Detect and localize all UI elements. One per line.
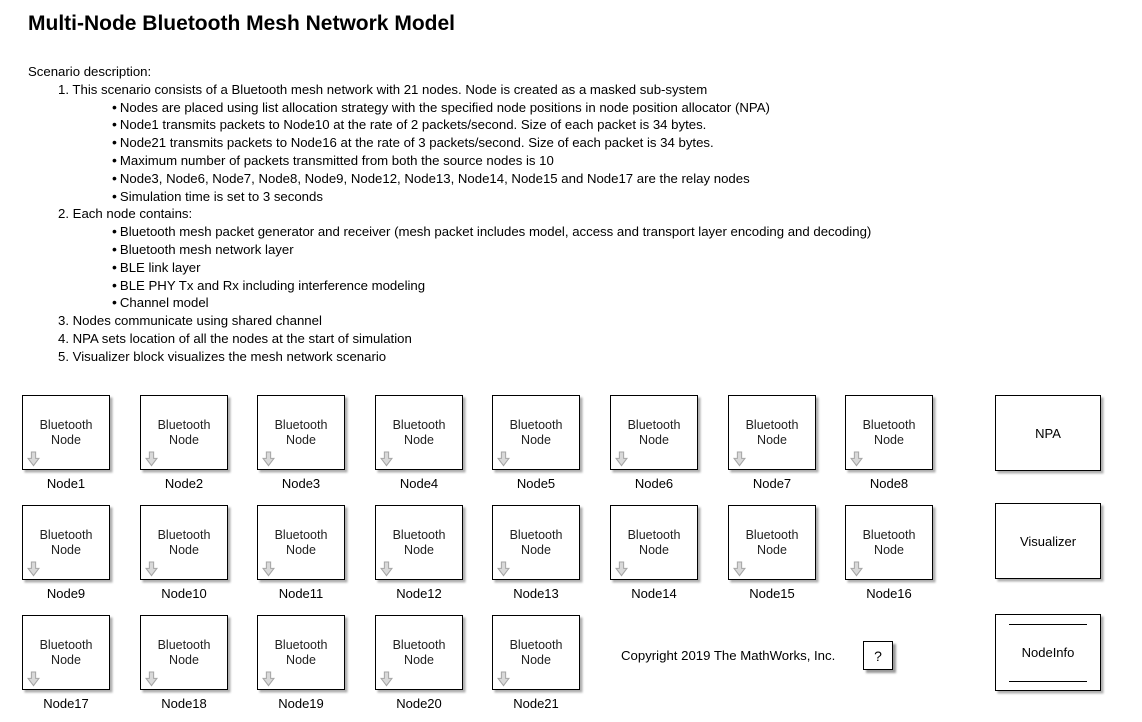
bluetooth-node-block-text: Bluetooth Node [392,638,446,667]
node-name-label: Node7 [752,476,792,491]
bullet-marker: • [112,169,117,186]
down-arrow-icon[interactable] [615,561,628,577]
copyright-annotation: Copyright 2019 The MathWorks, Inc. [621,648,836,663]
bluetooth-node-block-text: Bluetooth Node [509,528,563,557]
bullet-marker: • [112,240,117,257]
scenario-description-text: Node1 transmits packets to Node10 at the rate of 2 packets/second. Size of each packet is 34 bytes. [119,117,707,133]
down-arrow-icon[interactable] [733,451,746,467]
node-block-group [22,505,110,601]
bluetooth-node-block-text: Bluetooth Node [392,418,446,447]
down-arrow-icon[interactable] [850,451,863,467]
npa-block[interactable] [995,395,1101,471]
node-name-label: Node9 [46,586,86,601]
scenario-description [28,63,871,366]
node-block-group [257,615,345,711]
node-name-label: Node3 [281,476,321,491]
down-arrow-icon[interactable] [497,451,510,467]
bluetooth-node-block-text: Bluetooth Node [862,418,916,447]
node-block-group [845,395,933,491]
bluetooth-node-block-text: Bluetooth Node [274,418,328,447]
nodeinfo-bottom-rule [1009,681,1087,682]
bluetooth-node-block[interactable] [257,505,345,580]
scenario-description-text: Maximum number of packets transmitted from both the source nodes is 10 [119,152,554,168]
scenario-description-line [28,223,871,241]
bullet-marker: • [112,98,117,115]
scenario-description-text: 2. Each node contains: [58,206,193,222]
down-arrow-icon[interactable] [380,671,393,687]
visualizer-block[interactable] [995,503,1101,579]
bluetooth-node-block-text: Bluetooth Node [509,638,563,667]
down-arrow-icon[interactable] [615,451,628,467]
bullet-marker: • [112,276,117,293]
node-name-label: Node5 [516,476,556,491]
scenario-description-line [28,188,871,206]
down-arrow-icon[interactable] [27,671,40,687]
node-name-label: Node20 [396,696,442,711]
down-arrow-icon[interactable] [497,561,510,577]
down-arrow-icon[interactable] [145,671,158,687]
node-name-label: Node8 [869,476,909,491]
node-block-group [375,615,463,711]
scenario-description-text: Node3, Node6, Node7, Node8, Node9, Node12, Node13, Node14, Node15 and Node17 are the relay nodes [119,170,750,186]
bluetooth-node-block[interactable] [22,505,110,580]
scenario-description-text: 1. This scenario consists of a Bluetooth mesh network with 21 nodes. Node is created as a masked sub-system [58,81,708,97]
bullet-marker: • [112,134,117,151]
scenario-description-label: Scenario description: [28,64,152,79]
scenario-description-line [28,348,871,366]
node-block-group [492,615,580,711]
scenario-description-line [28,134,871,152]
node-name-label: Node19 [278,696,324,711]
node-block-group [492,505,580,601]
help-block[interactable] [863,641,893,670]
down-arrow-icon[interactable] [733,561,746,577]
nodeinfo-block[interactable] [995,614,1101,691]
bullet-marker: • [112,116,117,133]
bluetooth-node-block-text: Bluetooth Node [862,528,916,557]
bluetooth-node-block-text: Bluetooth Node [157,528,211,557]
bluetooth-node-block-text: Bluetooth Node [39,418,93,447]
scenario-description-text: 4. NPA sets location of all the nodes at the start of simulation [58,330,412,346]
model-title: Multi-Node Bluetooth Mesh Network Model [28,12,455,35]
bluetooth-node-block-text: Bluetooth Node [627,528,681,557]
scenario-description-text: Channel model [119,295,209,311]
bluetooth-node-block[interactable] [845,395,933,470]
bluetooth-node-block-text: Bluetooth Node [509,418,563,447]
node-block-group [140,615,228,711]
bluetooth-node-block-text: Bluetooth Node [39,528,93,557]
down-arrow-icon[interactable] [262,671,275,687]
node-block-group [257,395,345,491]
node-name-label: Node15 [749,586,795,601]
bullet-marker: • [112,258,117,275]
bluetooth-node-block[interactable] [375,395,463,470]
node-name-label: Node4 [399,476,439,491]
bluetooth-node-block-text: Bluetooth Node [392,528,446,557]
bluetooth-node-block[interactable] [492,505,580,580]
nodeinfo-top-rule [1009,624,1087,625]
bluetooth-node-block-text: Bluetooth Node [274,638,328,667]
bluetooth-node-block[interactable] [845,505,933,580]
node-block-group [22,615,110,711]
scenario-description-text: Bluetooth mesh network layer [119,241,294,257]
bluetooth-node-block[interactable] [728,505,816,580]
down-arrow-icon[interactable] [27,451,40,467]
node-name-label: Node21 [513,696,559,711]
scenario-description-text: Node21 transmits packets to Node16 at the rate of 3 packets/second. Size of each packet is 34 bytes. [119,135,714,151]
node-block-group [22,395,110,491]
node-block-group [610,505,698,601]
scenario-description-list [28,81,871,366]
bluetooth-node-block[interactable] [140,395,228,470]
scenario-description-line [28,116,871,134]
scenario-description-text: 3. Nodes communicate using shared channel [58,313,322,329]
bluetooth-node-block[interactable] [728,395,816,470]
node-name-label: Node18 [161,696,207,711]
bluetooth-node-block-text: Bluetooth Node [157,638,211,667]
nodeinfo-block-label: NodeInfo [1021,645,1075,660]
node-name-label: Node12 [396,586,442,601]
down-arrow-icon[interactable] [145,561,158,577]
bluetooth-node-block[interactable] [140,615,228,690]
visualizer-block-label: Visualizer [1019,533,1077,549]
bluetooth-node-block[interactable] [610,505,698,580]
scenario-description-line [28,277,871,295]
bullet-marker: • [112,151,117,168]
bullet-marker: • [112,294,117,311]
node-block-group [375,395,463,491]
bluetooth-node-block-text: Bluetooth Node [274,528,328,557]
node-block-group [610,395,698,491]
scenario-description-line [28,99,871,117]
bluetooth-node-block[interactable] [375,505,463,580]
node-block-group [140,395,228,491]
bluetooth-node-block[interactable] [610,395,698,470]
scenario-description-text: BLE link layer [119,259,201,275]
scenario-description-text: Bluetooth mesh packet generator and receiver (mesh packet includes model, access and transport layer encoding and decoding) [119,224,872,240]
scenario-description-line [28,205,871,223]
bullet-marker: • [112,223,117,240]
bluetooth-node-block[interactable] [257,615,345,690]
bluetooth-node-block[interactable] [492,615,580,690]
down-arrow-icon[interactable] [497,671,510,687]
down-arrow-icon[interactable] [145,451,158,467]
node-block-group [257,505,345,601]
node-block-group [728,395,816,491]
bluetooth-node-block[interactable] [22,615,110,690]
scenario-description-text: BLE PHY Tx and Rx including interference modeling [119,277,426,293]
node-name-label: Node10 [161,586,207,601]
down-arrow-icon[interactable] [850,561,863,577]
node-block-group [140,505,228,601]
down-arrow-icon[interactable] [380,451,393,467]
node-block-group [375,505,463,601]
node-name-label: Node6 [634,476,674,491]
bluetooth-node-block[interactable] [492,395,580,470]
node-block-group [492,395,580,491]
node-name-label: Node1 [46,476,86,491]
scenario-description-text: Nodes are placed using list allocation strategy with the specified node positions in node position allocator (NPA) [119,99,770,115]
npa-block-label: NPA [1035,425,1061,441]
scenario-description-line [28,259,871,277]
down-arrow-icon[interactable] [27,561,40,577]
node-block-group [728,505,816,601]
bluetooth-node-block-text: Bluetooth Node [745,418,799,447]
scenario-description-line [28,170,871,188]
down-arrow-icon[interactable] [262,451,275,467]
node-block-group [845,505,933,601]
node-name-label: Node17 [43,696,89,711]
down-arrow-icon[interactable] [262,561,275,577]
scenario-description-text: Simulation time is set to 3 seconds [119,188,323,204]
help-block-label: ? [874,647,882,664]
bluetooth-node-block[interactable] [257,395,345,470]
node-name-label: Node13 [513,586,559,601]
node-name-label: Node2 [164,476,204,491]
bluetooth-node-block-text: Bluetooth Node [745,528,799,557]
bullet-marker: • [112,187,117,204]
scenario-description-line [28,330,871,348]
bluetooth-node-block-text: Bluetooth Node [627,418,681,447]
node-name-label: Node16 [866,586,912,601]
node-name-label: Node14 [631,586,677,601]
scenario-description-text: 5. Visualizer block visualizes the mesh network scenario [58,348,387,364]
bluetooth-node-block[interactable] [375,615,463,690]
bluetooth-node-block-text: Bluetooth Node [39,638,93,667]
scenario-description-line [28,241,871,259]
down-arrow-icon[interactable] [380,561,393,577]
bluetooth-node-block[interactable] [22,395,110,470]
scenario-description-line [28,294,871,312]
scenario-description-line [28,312,871,330]
bluetooth-node-block-text: Bluetooth Node [157,418,211,447]
scenario-description-line [28,81,871,99]
node-name-label: Node11 [278,586,324,601]
scenario-description-line [28,152,871,170]
bluetooth-node-block[interactable] [140,505,228,580]
